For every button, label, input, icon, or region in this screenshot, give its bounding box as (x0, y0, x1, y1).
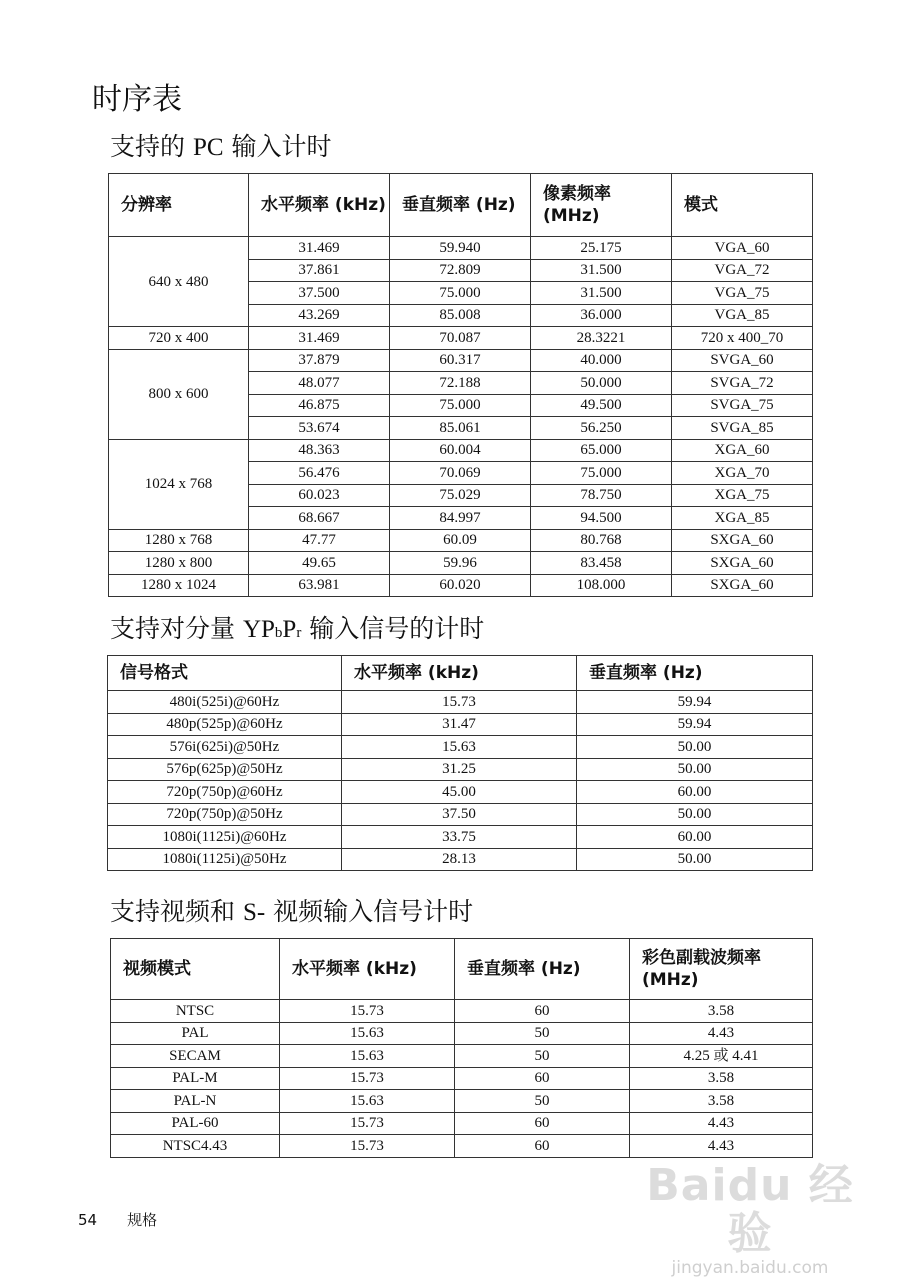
col-header-v-freq: 垂直频率 (Hz) (455, 939, 630, 1000)
v-freq-cell: 59.94 (577, 691, 813, 714)
video-mode-cell: PAL-60 (111, 1112, 280, 1135)
resolution-cell: 1280 x 800 (109, 552, 249, 575)
pixel-freq-cell: 65.000 (531, 439, 672, 462)
col-header-signal-format: 信号格式 (108, 656, 342, 691)
table-row (111, 1067, 813, 1090)
v-freq-cell: 60.020 (390, 574, 531, 597)
video-mode-cell: NTSC4.43 (111, 1135, 280, 1158)
v-freq-cell: 59.96 (390, 552, 531, 575)
h-freq-cell: 15.73 (280, 1135, 455, 1158)
watermark (640, 1162, 860, 1278)
resolution-cell: 800 x 600 (109, 349, 249, 439)
pc-heading-pc: PC (192, 134, 224, 161)
table-row (108, 803, 813, 826)
table-row (111, 1112, 813, 1135)
h-freq-cell: 48.077 (249, 372, 390, 395)
col-header-h-freq: 水平频率 (kHz) (280, 939, 455, 1000)
resolution-cell: 1280 x 1024 (109, 574, 249, 597)
v-freq-cell: 50 (455, 1022, 630, 1045)
resolution-cell: 720 x 400 (109, 327, 249, 350)
v-freq-cell: 75.029 (390, 484, 531, 507)
resolution-cell: 1280 x 768 (109, 529, 249, 552)
table-header-row (108, 656, 813, 691)
h-freq-cell: 33.75 (342, 826, 577, 849)
table-row (109, 349, 813, 372)
pixel-freq-cell: 49.500 (531, 394, 672, 417)
h-freq-cell: 47.77 (249, 529, 390, 552)
h-freq-cell: 48.363 (249, 439, 390, 462)
mode-cell: VGA_72 (672, 259, 813, 282)
col-header-video-mode: 视频模式 (111, 939, 280, 1000)
h-freq-cell: 37.861 (249, 259, 390, 282)
h-freq-cell: 15.73 (280, 1112, 455, 1135)
col-header-h-freq: 水平频率 (kHz) (342, 656, 577, 691)
mode-cell: SVGA_60 (672, 349, 813, 372)
ypbpr-heading-b: b (274, 625, 283, 641)
mode-cell: SVGA_75 (672, 394, 813, 417)
mode-cell: VGA_75 (672, 282, 813, 305)
watermark-url: jingyan.baidu.com (671, 1258, 829, 1278)
pixel-freq-cell: 36.000 (531, 304, 672, 327)
table-row (108, 758, 813, 781)
table-row (109, 237, 813, 260)
subcarrier-freq-cell: 4.43 (630, 1022, 813, 1045)
resolution-cell: 640 x 480 (109, 237, 249, 327)
table-row (111, 1090, 813, 1113)
col-header-pixel-freq: 像素频率 (MHz) (531, 174, 672, 237)
v-freq-cell: 84.997 (390, 507, 531, 530)
ypbpr-heading-pre: 支持对分量 (110, 614, 243, 643)
h-freq-cell: 28.13 (342, 848, 577, 871)
table-row (109, 439, 813, 462)
pixel-freq-cell: 25.175 (531, 237, 672, 260)
v-freq-cell: 75.000 (390, 282, 531, 305)
ypbpr-heading-yp: YP (242, 616, 275, 643)
pixel-freq-cell: 31.500 (531, 282, 672, 305)
table-row (108, 781, 813, 804)
h-freq-cell: 31.25 (342, 758, 577, 781)
video-heading-post: 视频输入信号计时 (265, 897, 474, 926)
v-freq-cell: 72.188 (390, 372, 531, 395)
h-freq-cell: 15.63 (280, 1045, 455, 1068)
mode-cell: SXGA_60 (672, 529, 813, 552)
h-freq-cell: 37.500 (249, 282, 390, 305)
watermark-logo: Baidu 经验 (646, 1160, 854, 1259)
mode-cell: SXGA_60 (672, 574, 813, 597)
v-freq-cell: 50 (455, 1045, 630, 1068)
signal-format-cell: 1080i(1125i)@60Hz (108, 826, 342, 849)
table-row (109, 574, 813, 597)
v-freq-cell: 60 (455, 1112, 630, 1135)
h-freq-cell: 15.73 (342, 691, 577, 714)
pc-timing-heading (110, 130, 332, 165)
resolution-cell: 1024 x 768 (109, 439, 249, 529)
v-freq-cell: 72.809 (390, 259, 531, 282)
table-row (109, 552, 813, 575)
col-header-resolution: 分辨率 (109, 174, 249, 237)
table-row (108, 691, 813, 714)
signal-format-cell: 480i(525i)@60Hz (108, 691, 342, 714)
table-row (109, 327, 813, 350)
table-row (108, 736, 813, 759)
page-footer (78, 1210, 157, 1230)
v-freq-cell: 60 (455, 1000, 630, 1023)
subcarrier-freq-cell: 3.58 (630, 1090, 813, 1113)
mode-cell: SXGA_60 (672, 552, 813, 575)
ypbpr-heading-r: r (296, 625, 302, 641)
v-freq-cell: 59.940 (390, 237, 531, 260)
video-timing-table (110, 938, 813, 1158)
col-header-h-freq: 水平频率 (kHz) (249, 174, 390, 237)
h-freq-cell: 15.73 (280, 1000, 455, 1023)
pixel-freq-cell: 108.000 (531, 574, 672, 597)
ypbpr-heading-post: 输入信号的计时 (301, 614, 485, 643)
h-freq-cell: 45.00 (342, 781, 577, 804)
subcarrier-freq-cell: 4.43 (630, 1112, 813, 1135)
video-mode-cell: NTSC (111, 1000, 280, 1023)
mode-cell: SVGA_85 (672, 417, 813, 440)
h-freq-cell: 15.63 (280, 1090, 455, 1113)
signal-format-cell: 1080i(1125i)@50Hz (108, 848, 342, 871)
v-freq-cell: 70.087 (390, 327, 531, 350)
pixel-freq-cell: 83.458 (531, 552, 672, 575)
signal-format-cell: 576p(625p)@50Hz (108, 758, 342, 781)
pixel-freq-cell: 75.000 (531, 462, 672, 485)
col-header-mode: 模式 (672, 174, 813, 237)
pixel-freq-cell: 31.500 (531, 259, 672, 282)
v-freq-cell: 50 (455, 1090, 630, 1113)
v-freq-cell: 50.00 (577, 758, 813, 781)
h-freq-cell: 49.65 (249, 552, 390, 575)
h-freq-cell: 63.981 (249, 574, 390, 597)
video-mode-cell: SECAM (111, 1045, 280, 1068)
v-freq-cell: 60 (455, 1067, 630, 1090)
h-freq-cell: 15.73 (280, 1067, 455, 1090)
col-header-subcarrier-freq: 彩色副载波频率 (MHz) (630, 939, 813, 1000)
video-heading-pre: 支持视频和 (110, 897, 243, 926)
pc-timing-table (108, 173, 813, 597)
h-freq-cell: 31.47 (342, 713, 577, 736)
subcarrier-freq-cell: 3.58 (630, 1067, 813, 1090)
pc-heading-pre: 支持的 (110, 132, 193, 161)
v-freq-cell: 60.09 (390, 529, 531, 552)
h-freq-cell: 37.879 (249, 349, 390, 372)
pixel-freq-cell: 40.000 (531, 349, 672, 372)
pixel-freq-cell: 80.768 (531, 529, 672, 552)
table-row (111, 1135, 813, 1158)
table-row (111, 1022, 813, 1045)
mode-cell: VGA_60 (672, 237, 813, 260)
table-row (108, 848, 813, 871)
pixel-freq-cell: 56.250 (531, 417, 672, 440)
signal-format-cell: 576i(625i)@50Hz (108, 736, 342, 759)
mode-cell: SVGA_72 (672, 372, 813, 395)
v-freq-cell: 75.000 (390, 394, 531, 417)
h-freq-cell: 31.469 (249, 327, 390, 350)
v-freq-cell: 59.94 (577, 713, 813, 736)
table-header-row (111, 939, 813, 1000)
ypbpr-timing-table (107, 655, 813, 871)
video-mode-cell: PAL-M (111, 1067, 280, 1090)
mode-cell: 720 x 400_70 (672, 327, 813, 350)
signal-format-cell: 720p(750p)@60Hz (108, 781, 342, 804)
table-header-row (109, 174, 813, 237)
h-freq-cell: 60.023 (249, 484, 390, 507)
h-freq-cell: 46.875 (249, 394, 390, 417)
mode-cell: XGA_75 (672, 484, 813, 507)
col-header-v-freq: 垂直频率 (Hz) (577, 656, 813, 691)
page-title: 时序表 (92, 82, 182, 117)
v-freq-cell: 85.008 (390, 304, 531, 327)
subcarrier-freq-cell: 4.25 或 4.41 (630, 1045, 813, 1068)
pixel-freq-cell: 78.750 (531, 484, 672, 507)
ypbpr-heading-p: P (282, 616, 297, 643)
v-freq-cell: 60.004 (390, 439, 531, 462)
ypbpr-timing-heading (110, 612, 484, 650)
page-number: 54 (78, 1211, 98, 1229)
h-freq-cell: 56.476 (249, 462, 390, 485)
table-row (111, 1045, 813, 1068)
signal-format-cell: 480p(525p)@60Hz (108, 713, 342, 736)
table-row (108, 713, 813, 736)
v-freq-cell: 60.317 (390, 349, 531, 372)
v-freq-cell: 60.00 (577, 781, 813, 804)
mode-cell: VGA_85 (672, 304, 813, 327)
subcarrier-freq-cell: 3.58 (630, 1000, 813, 1023)
h-freq-cell: 15.63 (280, 1022, 455, 1045)
mode-cell: XGA_70 (672, 462, 813, 485)
signal-format-cell: 720p(750p)@50Hz (108, 803, 342, 826)
v-freq-cell: 70.069 (390, 462, 531, 485)
footer-section-label: 规格 (127, 1211, 158, 1229)
table-row (111, 1000, 813, 1023)
pixel-freq-cell: 28.3221 (531, 327, 672, 350)
table-row (109, 529, 813, 552)
subcarrier-freq-cell: 4.43 (630, 1135, 813, 1158)
v-freq-cell: 50.00 (577, 848, 813, 871)
v-freq-cell: 50.00 (577, 736, 813, 759)
h-freq-cell: 43.269 (249, 304, 390, 327)
table-row (108, 826, 813, 849)
video-timing-heading (110, 895, 473, 930)
video-mode-cell: PAL-N (111, 1090, 280, 1113)
h-freq-cell: 68.667 (249, 507, 390, 530)
v-freq-cell: 50.00 (577, 803, 813, 826)
h-freq-cell: 37.50 (342, 803, 577, 826)
v-freq-cell: 85.061 (390, 417, 531, 440)
h-freq-cell: 15.63 (342, 736, 577, 759)
h-freq-cell: 53.674 (249, 417, 390, 440)
v-freq-cell: 60 (455, 1135, 630, 1158)
pc-heading-post: 输入计时 (223, 132, 332, 161)
col-header-v-freq: 垂直频率 (Hz) (390, 174, 531, 237)
mode-cell: XGA_85 (672, 507, 813, 530)
pixel-freq-cell: 50.000 (531, 372, 672, 395)
video-mode-cell: PAL (111, 1022, 280, 1045)
v-freq-cell: 60.00 (577, 826, 813, 849)
h-freq-cell: 31.469 (249, 237, 390, 260)
mode-cell: XGA_60 (672, 439, 813, 462)
pixel-freq-cell: 94.500 (531, 507, 672, 530)
video-heading-s: S- (242, 899, 266, 926)
